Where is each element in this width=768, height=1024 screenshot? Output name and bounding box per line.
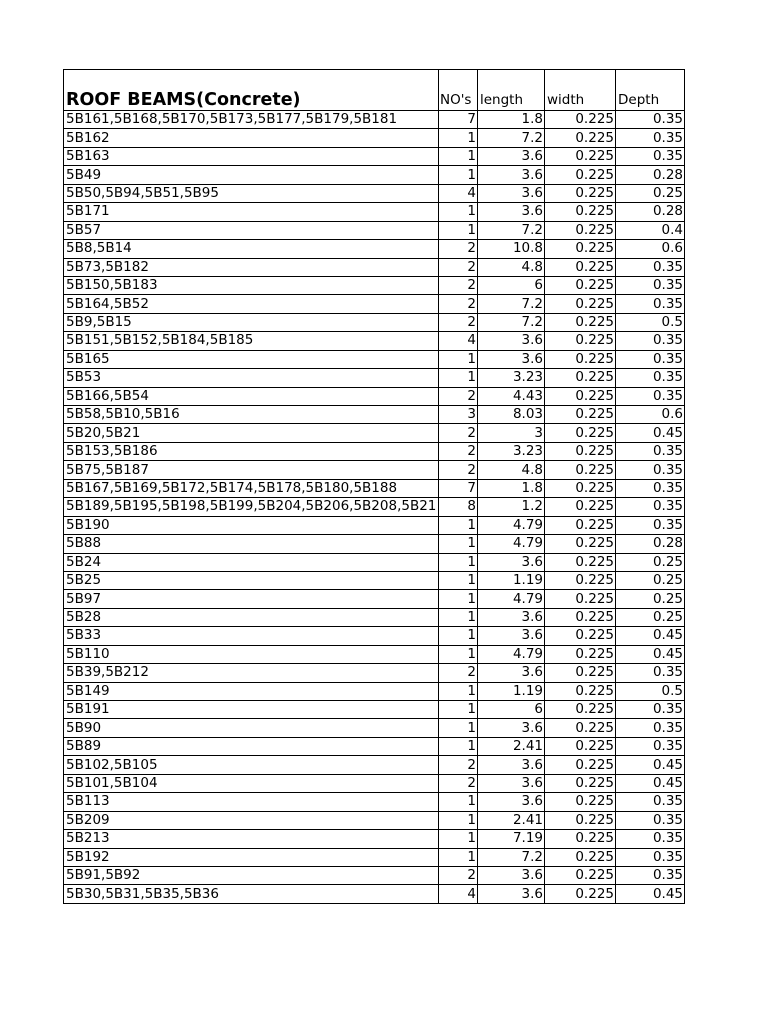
nos-cell: 1 <box>439 811 478 829</box>
width-cell: 0.225 <box>545 166 616 184</box>
width-cell: 0.225 <box>545 498 616 516</box>
width-cell: 0.225 <box>545 276 616 294</box>
table-row <box>64 516 685 534</box>
length-cell: 4.43 <box>478 387 545 405</box>
width-cell: 0.225 <box>545 240 616 258</box>
width-cell: 0.225 <box>545 811 616 829</box>
length-cell: 3.6 <box>478 719 545 737</box>
width-cell: 0.225 <box>545 350 616 368</box>
column-header-width: width <box>545 70 616 111</box>
width-cell: 0.225 <box>545 793 616 811</box>
length-cell: 4.79 <box>478 645 545 663</box>
depth-cell: 0.35 <box>616 498 685 516</box>
length-cell: 7.19 <box>478 830 545 848</box>
width-cell: 0.225 <box>545 848 616 866</box>
nos-cell: 4 <box>439 184 478 202</box>
table-row <box>64 774 685 792</box>
nos-cell: 8 <box>439 498 478 516</box>
beam-name-cell: 5B39,5B212 <box>64 664 439 682</box>
beam-name-cell: 5B75,5B187 <box>64 461 439 479</box>
depth-cell: 0.45 <box>616 756 685 774</box>
table-row <box>64 129 685 147</box>
length-cell: 10.8 <box>478 240 545 258</box>
depth-cell: 0.5 <box>616 313 685 331</box>
beam-name-cell: 5B8,5B14 <box>64 240 439 258</box>
nos-cell: 2 <box>439 866 478 884</box>
depth-cell: 0.35 <box>616 258 685 276</box>
length-cell: 4.79 <box>478 516 545 534</box>
length-cell: 3.6 <box>478 756 545 774</box>
nos-cell: 1 <box>439 682 478 700</box>
depth-cell: 0.25 <box>616 553 685 571</box>
depth-cell: 0.35 <box>616 350 685 368</box>
width-cell: 0.225 <box>545 664 616 682</box>
length-cell: 7.2 <box>478 295 545 313</box>
length-cell: 2.41 <box>478 811 545 829</box>
nos-cell: 1 <box>439 627 478 645</box>
width-cell: 0.225 <box>545 461 616 479</box>
nos-cell: 2 <box>439 240 478 258</box>
width-cell: 0.225 <box>545 866 616 884</box>
table-row <box>64 553 685 571</box>
beam-name-cell: 5B58,5B10,5B16 <box>64 406 439 424</box>
length-cell: 6 <box>478 276 545 294</box>
table-row <box>64 221 685 239</box>
table-row <box>64 866 685 884</box>
depth-cell: 0.4 <box>616 221 685 239</box>
table-row <box>64 479 685 497</box>
nos-cell: 2 <box>439 461 478 479</box>
depth-cell: 0.35 <box>616 461 685 479</box>
beam-name-cell: 5B89 <box>64 737 439 755</box>
table-row <box>64 276 685 294</box>
width-cell: 0.225 <box>545 756 616 774</box>
table-row <box>64 147 685 165</box>
width-cell: 0.225 <box>545 737 616 755</box>
depth-cell: 0.25 <box>616 571 685 589</box>
beam-name-cell: 5B191 <box>64 701 439 719</box>
nos-cell: 1 <box>439 535 478 553</box>
table-row <box>64 369 685 387</box>
beam-name-cell: 5B28 <box>64 608 439 626</box>
beam-name-cell: 5B30,5B31,5B35,5B36 <box>64 885 439 903</box>
nos-cell: 2 <box>439 276 478 294</box>
table-row <box>64 664 685 682</box>
width-cell: 0.225 <box>545 719 616 737</box>
table-row <box>64 590 685 608</box>
nos-cell: 2 <box>439 295 478 313</box>
length-cell: 4.8 <box>478 461 545 479</box>
depth-cell: 0.35 <box>616 147 685 165</box>
table-row <box>64 184 685 202</box>
table-row <box>64 627 685 645</box>
table-row <box>64 111 685 129</box>
table-row <box>64 442 685 460</box>
length-cell: 3.6 <box>478 203 545 221</box>
depth-cell: 0.35 <box>616 332 685 350</box>
nos-cell: 1 <box>439 553 478 571</box>
nos-cell: 3 <box>439 406 478 424</box>
beam-name-cell: 5B25 <box>64 571 439 589</box>
table-row <box>64 848 685 866</box>
nos-cell: 1 <box>439 590 478 608</box>
table-row <box>64 571 685 589</box>
depth-cell: 0.25 <box>616 184 685 202</box>
depth-cell: 0.35 <box>616 664 685 682</box>
depth-cell: 0.45 <box>616 645 685 663</box>
length-cell: 3.6 <box>478 166 545 184</box>
beam-name-cell: 5B91,5B92 <box>64 866 439 884</box>
length-cell: 1.19 <box>478 571 545 589</box>
width-cell: 0.225 <box>545 406 616 424</box>
width-cell: 0.225 <box>545 774 616 792</box>
nos-cell: 1 <box>439 516 478 534</box>
beam-name-cell: 5B153,5B186 <box>64 442 439 460</box>
roof-beams-table <box>63 69 685 904</box>
nos-cell: 1 <box>439 203 478 221</box>
depth-cell: 0.6 <box>616 406 685 424</box>
depth-cell: 0.45 <box>616 774 685 792</box>
depth-cell: 0.35 <box>616 866 685 884</box>
nos-cell: 4 <box>439 332 478 350</box>
beam-name-cell: 5B33 <box>64 627 439 645</box>
beam-name-cell: 5B209 <box>64 811 439 829</box>
width-cell: 0.225 <box>545 369 616 387</box>
beam-name-cell: 5B97 <box>64 590 439 608</box>
beam-name-cell: 5B50,5B94,5B51,5B95 <box>64 184 439 202</box>
nos-cell: 1 <box>439 147 478 165</box>
nos-cell: 2 <box>439 442 478 460</box>
length-cell: 7.2 <box>478 848 545 866</box>
depth-cell: 0.35 <box>616 387 685 405</box>
depth-cell: 0.28 <box>616 535 685 553</box>
beam-name-cell: 5B162 <box>64 129 439 147</box>
width-cell: 0.225 <box>545 553 616 571</box>
table-row <box>64 719 685 737</box>
table-row <box>64 313 685 331</box>
width-cell: 0.225 <box>545 442 616 460</box>
table-row <box>64 737 685 755</box>
width-cell: 0.225 <box>545 424 616 442</box>
beam-name-cell: 5B24 <box>64 553 439 571</box>
beam-name-cell: 5B101,5B104 <box>64 774 439 792</box>
beam-name-cell: 5B190 <box>64 516 439 534</box>
table-header-row <box>64 70 685 111</box>
table-row <box>64 240 685 258</box>
nos-cell: 1 <box>439 701 478 719</box>
nos-cell: 7 <box>439 111 478 129</box>
nos-cell: 2 <box>439 387 478 405</box>
table-row <box>64 608 685 626</box>
table-row <box>64 350 685 368</box>
depth-cell: 0.35 <box>616 479 685 497</box>
length-cell: 7.2 <box>478 221 545 239</box>
nos-cell: 1 <box>439 645 478 663</box>
table-row <box>64 258 685 276</box>
nos-cell: 2 <box>439 424 478 442</box>
nos-cell: 1 <box>439 369 478 387</box>
length-cell: 7.2 <box>478 313 545 331</box>
table-row <box>64 811 685 829</box>
beam-name-cell: 5B167,5B169,5B172,5B174,5B178,5B180,5B188 <box>64 479 439 497</box>
width-cell: 0.225 <box>545 203 616 221</box>
depth-cell: 0.35 <box>616 719 685 737</box>
beam-name-cell: 5B53 <box>64 369 439 387</box>
length-cell: 3.6 <box>478 793 545 811</box>
depth-cell: 0.35 <box>616 516 685 534</box>
length-cell: 6 <box>478 701 545 719</box>
beam-name-cell: 5B149 <box>64 682 439 700</box>
table-row <box>64 682 685 700</box>
length-cell: 3.6 <box>478 553 545 571</box>
width-cell: 0.225 <box>545 590 616 608</box>
beam-name-cell: 5B90 <box>64 719 439 737</box>
beam-name-cell: 5B110 <box>64 645 439 663</box>
depth-cell: 0.35 <box>616 369 685 387</box>
beam-name-cell: 5B213 <box>64 830 439 848</box>
length-cell: 1.8 <box>478 479 545 497</box>
beam-name-cell: 5B73,5B182 <box>64 258 439 276</box>
width-cell: 0.225 <box>545 258 616 276</box>
nos-cell: 1 <box>439 350 478 368</box>
nos-cell: 2 <box>439 756 478 774</box>
beam-name-cell: 5B113 <box>64 793 439 811</box>
length-cell: 3.6 <box>478 350 545 368</box>
length-cell: 3.23 <box>478 369 545 387</box>
depth-cell: 0.5 <box>616 682 685 700</box>
table-row <box>64 498 685 516</box>
beam-name-cell: 5B166,5B54 <box>64 387 439 405</box>
table-row <box>64 332 685 350</box>
table-row <box>64 885 685 903</box>
table-row <box>64 203 685 221</box>
nos-cell: 1 <box>439 719 478 737</box>
width-cell: 0.225 <box>545 645 616 663</box>
width-cell: 0.225 <box>545 571 616 589</box>
width-cell: 0.225 <box>545 387 616 405</box>
width-cell: 0.225 <box>545 830 616 848</box>
length-cell: 2.41 <box>478 737 545 755</box>
width-cell: 0.225 <box>545 516 616 534</box>
column-header-length: length <box>478 70 545 111</box>
depth-cell: 0.28 <box>616 166 685 184</box>
length-cell: 4.79 <box>478 535 545 553</box>
depth-cell: 0.45 <box>616 627 685 645</box>
width-cell: 0.225 <box>545 701 616 719</box>
nos-cell: 1 <box>439 848 478 866</box>
depth-cell: 0.35 <box>616 737 685 755</box>
column-header-depth: Depth <box>616 70 685 111</box>
beam-name-cell: 5B57 <box>64 221 439 239</box>
width-cell: 0.225 <box>545 885 616 903</box>
width-cell: 0.225 <box>545 535 616 553</box>
beam-name-cell: 5B49 <box>64 166 439 184</box>
depth-cell: 0.45 <box>616 885 685 903</box>
depth-cell: 0.28 <box>616 203 685 221</box>
nos-cell: 2 <box>439 774 478 792</box>
length-cell: 3.6 <box>478 184 545 202</box>
length-cell: 8.03 <box>478 406 545 424</box>
nos-cell: 7 <box>439 479 478 497</box>
width-cell: 0.225 <box>545 129 616 147</box>
nos-cell: 1 <box>439 166 478 184</box>
length-cell: 3 <box>478 424 545 442</box>
length-cell: 4.79 <box>478 590 545 608</box>
nos-cell: 1 <box>439 608 478 626</box>
width-cell: 0.225 <box>545 682 616 700</box>
table-row <box>64 793 685 811</box>
nos-cell: 1 <box>439 737 478 755</box>
length-cell: 3.23 <box>478 442 545 460</box>
nos-cell: 1 <box>439 571 478 589</box>
length-cell: 3.6 <box>478 885 545 903</box>
width-cell: 0.225 <box>545 147 616 165</box>
table-row <box>64 424 685 442</box>
beam-name-cell: 5B163 <box>64 147 439 165</box>
table-row <box>64 295 685 313</box>
depth-cell: 0.35 <box>616 129 685 147</box>
table-row <box>64 166 685 184</box>
table-title: ROOF BEAMS(Concrete) <box>64 70 439 111</box>
table-row <box>64 387 685 405</box>
depth-cell: 0.35 <box>616 811 685 829</box>
width-cell: 0.225 <box>545 221 616 239</box>
depth-cell: 0.25 <box>616 590 685 608</box>
nos-cell: 1 <box>439 830 478 848</box>
nos-cell: 1 <box>439 129 478 147</box>
width-cell: 0.225 <box>545 608 616 626</box>
length-cell: 3.6 <box>478 608 545 626</box>
length-cell: 7.2 <box>478 129 545 147</box>
table-row <box>64 406 685 424</box>
width-cell: 0.225 <box>545 111 616 129</box>
depth-cell: 0.35 <box>616 793 685 811</box>
table-row <box>64 535 685 553</box>
beam-name-cell: 5B189,5B195,5B198,5B199,5B204,5B206,5B208,5B21 <box>64 498 439 516</box>
nos-cell: 2 <box>439 664 478 682</box>
length-cell: 1.8 <box>478 111 545 129</box>
beam-name-cell: 5B161,5B168,5B170,5B173,5B177,5B179,5B181 <box>64 111 439 129</box>
table-row <box>64 701 685 719</box>
table-row <box>64 756 685 774</box>
table-body <box>64 111 685 904</box>
length-cell: 1.2 <box>478 498 545 516</box>
beam-name-cell: 5B164,5B52 <box>64 295 439 313</box>
depth-cell: 0.35 <box>616 276 685 294</box>
beam-name-cell: 5B20,5B21 <box>64 424 439 442</box>
table-row <box>64 461 685 479</box>
beam-name-cell: 5B192 <box>64 848 439 866</box>
width-cell: 0.225 <box>545 479 616 497</box>
column-header-nos: NO's <box>439 70 478 111</box>
nos-cell: 2 <box>439 313 478 331</box>
beam-name-cell: 5B151,5B152,5B184,5B185 <box>64 332 439 350</box>
length-cell: 3.6 <box>478 866 545 884</box>
length-cell: 1.19 <box>478 682 545 700</box>
length-cell: 3.6 <box>478 627 545 645</box>
length-cell: 3.6 <box>478 147 545 165</box>
beam-name-cell: 5B102,5B105 <box>64 756 439 774</box>
nos-cell: 1 <box>439 793 478 811</box>
length-cell: 3.6 <box>478 332 545 350</box>
length-cell: 3.6 <box>478 664 545 682</box>
width-cell: 0.225 <box>545 184 616 202</box>
depth-cell: 0.45 <box>616 424 685 442</box>
nos-cell: 2 <box>439 258 478 276</box>
nos-cell: 1 <box>439 221 478 239</box>
width-cell: 0.225 <box>545 313 616 331</box>
table-row <box>64 645 685 663</box>
beam-name-cell: 5B165 <box>64 350 439 368</box>
depth-cell: 0.35 <box>616 442 685 460</box>
depth-cell: 0.25 <box>616 608 685 626</box>
beam-name-cell: 5B88 <box>64 535 439 553</box>
length-cell: 4.8 <box>478 258 545 276</box>
depth-cell: 0.35 <box>616 848 685 866</box>
nos-cell: 4 <box>439 885 478 903</box>
width-cell: 0.225 <box>545 627 616 645</box>
width-cell: 0.225 <box>545 295 616 313</box>
depth-cell: 0.35 <box>616 701 685 719</box>
width-cell: 0.225 <box>545 332 616 350</box>
table-row <box>64 830 685 848</box>
length-cell: 3.6 <box>478 774 545 792</box>
beam-name-cell: 5B171 <box>64 203 439 221</box>
depth-cell: 0.6 <box>616 240 685 258</box>
beam-name-cell: 5B150,5B183 <box>64 276 439 294</box>
depth-cell: 0.35 <box>616 111 685 129</box>
beam-name-cell: 5B9,5B15 <box>64 313 439 331</box>
depth-cell: 0.35 <box>616 295 685 313</box>
depth-cell: 0.35 <box>616 830 685 848</box>
